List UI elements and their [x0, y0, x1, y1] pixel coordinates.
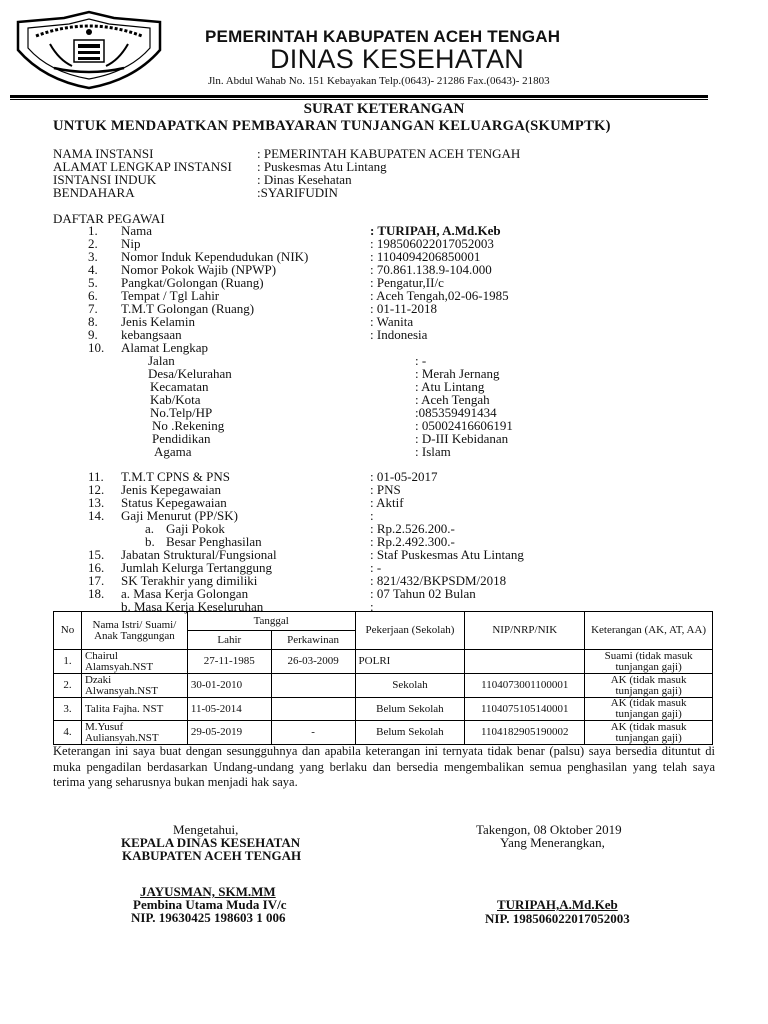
item-value: : 70.861.138.9-104.000 [370, 262, 492, 277]
item-value-nama: : TURIPAH, A.Md.Keb [370, 223, 501, 238]
item-value: : Aktif [370, 495, 404, 510]
cell-keterangan: AK (tidak masuk tunjangan gaji) [585, 721, 713, 745]
cell-nama: Talita Fajha. NST [81, 698, 187, 721]
cell-no: 2. [54, 674, 82, 698]
item-no: 12. [88, 482, 105, 497]
item-no: 11. [88, 469, 104, 484]
tabel-tanggungan [53, 611, 713, 745]
cell-pekerjaan: Sekolah [355, 674, 465, 698]
item-value: : [370, 508, 374, 523]
cell-nama: Chairul Alamsyah.NST [81, 650, 187, 674]
cell-nip [465, 650, 585, 674]
col-header-lahir: Lahir [187, 631, 271, 650]
item-value: : Rp.2.526.200.- [370, 521, 455, 536]
instansi-value: : PEMERINTAH KABUPATEN ACEH TENGAH [257, 146, 521, 161]
item-no: a. [145, 521, 155, 536]
cell-nip: 1104073001100001 [465, 674, 585, 698]
nama-pegawai: TURIPAH,A.Md.Keb [497, 897, 618, 912]
alamat-value: : - [415, 353, 427, 368]
alamat-label: Kecamatan [150, 379, 209, 394]
alamat-value: : D-III Kebidanan [415, 431, 509, 446]
instansi-label: ISNTANSI INDUK [53, 172, 157, 187]
nama-kepala: JAYUSMAN, SKM.MM [140, 884, 276, 899]
item-label: Nip [121, 236, 141, 251]
item-value: : 01-11-2018 [370, 301, 438, 316]
item-label: Nomor Pokok Wajib (NPWP) [121, 262, 277, 277]
cell-nip: 1104075105140001 [465, 698, 585, 721]
cell-lahir: 30-01-2010 [187, 674, 271, 698]
item-value: : Pengatur,II/c [370, 275, 444, 290]
item-label: Gaji Menurut (PP/SK) [121, 508, 238, 523]
item-no: 9. [88, 327, 98, 342]
alamat-value: : 05002416606191 [415, 418, 513, 433]
jabatan-kepala: KEPALA DINAS KESEHATAN [121, 835, 301, 850]
item-value: : - [370, 560, 382, 575]
item-label: Besar Penghasilan [166, 534, 262, 549]
alamat-value: : Atu Lintang [415, 379, 485, 394]
alamat-value: : Merah Jernang [415, 366, 500, 381]
item-value: : Aceh Tengah,02-06-1985 [370, 288, 509, 303]
cell-perkawinan [271, 674, 355, 698]
kop-rule-thin [10, 99, 708, 100]
item-label: Jenis Kepegawaian [121, 482, 221, 497]
cell-lahir: 27-11-1985 [187, 650, 271, 674]
item-value: : 07 Tahun 02 Bulan [370, 586, 476, 601]
item-no: 7. [88, 301, 98, 316]
item-label: a. Masa Kerja Golongan [121, 586, 249, 601]
item-no: 14. [88, 508, 105, 523]
item-value: : Wanita [370, 314, 414, 329]
kop-alamat: Jln. Abdul Wahab No. 151 Kebayakan Telp.(0643)- 21286 Fax.(0643)- 21803 [208, 75, 550, 87]
cell-no: 3. [54, 698, 82, 721]
cell-keterangan: AK (tidak masuk tunjangan gaji) [585, 698, 713, 721]
cell-nip: 1104182905190002 [465, 721, 585, 745]
item-no: 10. [88, 340, 105, 355]
cell-perkawinan: 26-03-2009 [271, 650, 355, 674]
item-label: SK Terakhir yang dimiliki [121, 573, 258, 588]
table-row [54, 674, 713, 698]
alamat-label: Jalan [148, 353, 175, 368]
pangkat-kepala: Pembina Utama Muda IV/c [133, 897, 287, 912]
item-no: b. [145, 534, 155, 549]
item-label: Nomor Induk Kependudukan (NIK) [121, 249, 309, 264]
item-label: Jumlah Kelurga Tertanggung [121, 560, 272, 575]
item-label: T.M.T CPNS & PNS [121, 469, 230, 484]
item-label: Gaji Pokok [166, 521, 225, 536]
judul-surat: SURAT KETERANGAN [303, 101, 465, 117]
yang-menerangkan: Yang Menerangkan, [500, 835, 605, 850]
kop-dinas: DINAS KESEHATAN [270, 44, 525, 74]
item-no: 6. [88, 288, 98, 303]
nip-pegawai: NIP. 198506022017052003 [485, 911, 630, 926]
item-value: : Rp.2.492.300.- [370, 534, 455, 549]
alamat-value: :085359491434 [415, 405, 497, 420]
item-label: Pangkat/Golongan (Ruang) [121, 275, 264, 290]
item-no: 17. [88, 573, 105, 588]
item-value: : 01-05-2017 [370, 469, 438, 484]
item-value: : 821/432/BKPSDM/2018 [370, 573, 507, 588]
cell-pekerjaan: Belum Sekolah [355, 721, 465, 745]
table-row [54, 721, 713, 745]
table-row [54, 698, 713, 721]
cell-no: 1. [54, 650, 82, 674]
tempat-tanggal: Takengon, 08 Oktober 2019 [476, 822, 622, 837]
cell-lahir: 29-05-2019 [187, 721, 271, 745]
instansi-label: NAMA INSTANSI [53, 146, 154, 161]
cell-perkawinan: - [271, 721, 355, 745]
item-value: : PNS [370, 482, 401, 497]
instansi-value: : Puskesmas Atu Lintang [257, 159, 387, 174]
item-no: 16. [88, 560, 105, 575]
alamat-label: Agama [154, 444, 192, 459]
cell-keterangan: Suami (tidak masuk tunjangan gaji) [585, 650, 713, 674]
item-label: Jabatan Struktural/Fungsional [121, 547, 277, 562]
item-no: 2. [88, 236, 98, 251]
instansi-value: :SYARIFUDIN [257, 185, 338, 200]
item-label: Status Kepegawaian [121, 495, 227, 510]
item-value: : Staf Puskesmas Atu Lintang [370, 547, 524, 562]
item-no: 5. [88, 275, 98, 290]
item-no: 3. [88, 249, 98, 264]
table-row [54, 650, 713, 674]
alamat-label: No.Telp/HP [150, 405, 213, 420]
cell-nama: Dzaki Alwansyah.NST [81, 674, 187, 698]
cell-nama: M.Yusuf Auliansyah.NST [81, 721, 187, 745]
col-header-keterangan: Keterangan (AK, AT, AA) [585, 612, 713, 650]
item-label: Nama [121, 223, 153, 238]
alamat-label: Pendidikan [152, 431, 211, 446]
cell-perkawinan [271, 698, 355, 721]
cell-pekerjaan: POLRI [355, 650, 465, 674]
instansi-label: ALAMAT LENGKAP INSTANSI [53, 159, 232, 174]
alamat-label: Desa/Kelurahan [148, 366, 232, 381]
item-label: Tempat / Tgl Lahir [121, 288, 220, 303]
alamat-value: : Islam [415, 444, 451, 459]
col-header-nip: NIP/NRP/NIK [465, 612, 585, 650]
nip-kepala: NIP. 19630425 198603 1 006 [131, 910, 286, 925]
jabatan-kabupaten: KABUPATEN ACEH TENGAH [122, 848, 302, 863]
mengetahui: Mengetahui, [173, 822, 239, 837]
alamat-value: : Aceh Tengah [415, 392, 490, 407]
col-header-pekerjaan: Pekerjaan (Sekolah) [355, 612, 465, 650]
item-no: 15. [88, 547, 105, 562]
cell-no: 4. [54, 721, 82, 745]
item-value: : 1104094206850001 [370, 249, 481, 264]
cell-pekerjaan: Belum Sekolah [355, 698, 465, 721]
item-value: : 198506022017052003 [370, 236, 494, 251]
instansi-label: BENDAHARA [53, 185, 135, 200]
col-header-tanggal: Tanggal [187, 612, 355, 631]
pernyataan: Keterangan ini saya buat dengan sesungguhnya dan apabila keterangan ini ternyata tidak benar (palsu) saya bersedia dituntut di muka pengadilan berdasarkan Undang-undang yang berlaku dan bersedia mengembalikan semua penghasilan yang telah saya terima yang seharusnya bukan menjadi hak saya. [53, 744, 715, 789]
col-header-perkawinan: Perkawinan [271, 631, 355, 650]
item-label: Jenis Kelamin [121, 314, 196, 329]
daftar-pegawai-label: DAFTAR PEGAWAI [53, 211, 165, 226]
item-value: : Indonesia [370, 327, 428, 342]
cell-keterangan: AK (tidak masuk tunjangan gaji) [585, 674, 713, 698]
kop-rule-thick [10, 95, 708, 98]
item-no: 4. [88, 262, 98, 277]
item-no: 8. [88, 314, 98, 329]
item-label: Alamat Lengkap [121, 340, 208, 355]
item-no: 18. [88, 586, 105, 601]
item-value: : [370, 599, 374, 614]
item-label: kebangsaan [121, 327, 182, 342]
instansi-value: : Dinas Kesehatan [257, 172, 352, 187]
alamat-label: Kab/Kota [150, 392, 201, 407]
kop-pemerintah: PEMERINTAH KABUPATEN ACEH TENGAH [205, 27, 561, 46]
col-header-no: No [54, 612, 82, 650]
cell-lahir: 11-05-2014 [187, 698, 271, 721]
item-no: 1. [88, 223, 98, 238]
item-label: T.M.T Golongan (Ruang) [121, 301, 255, 316]
item-no: 13. [88, 495, 105, 510]
judul-sub: UNTUK MENDAPATKAN PEMBAYARAN TUNJANGAN KELUARGA(SKUMPTK) [53, 118, 611, 134]
col-header-nama: Nama Istri/ Suami/ Anak Tanggungan [81, 612, 187, 650]
aceh-tengah-logo [14, 10, 164, 90]
item-label: b. Masa Kerja Keseluruhan [121, 599, 264, 614]
alamat-label: No .Rekening [152, 418, 225, 433]
